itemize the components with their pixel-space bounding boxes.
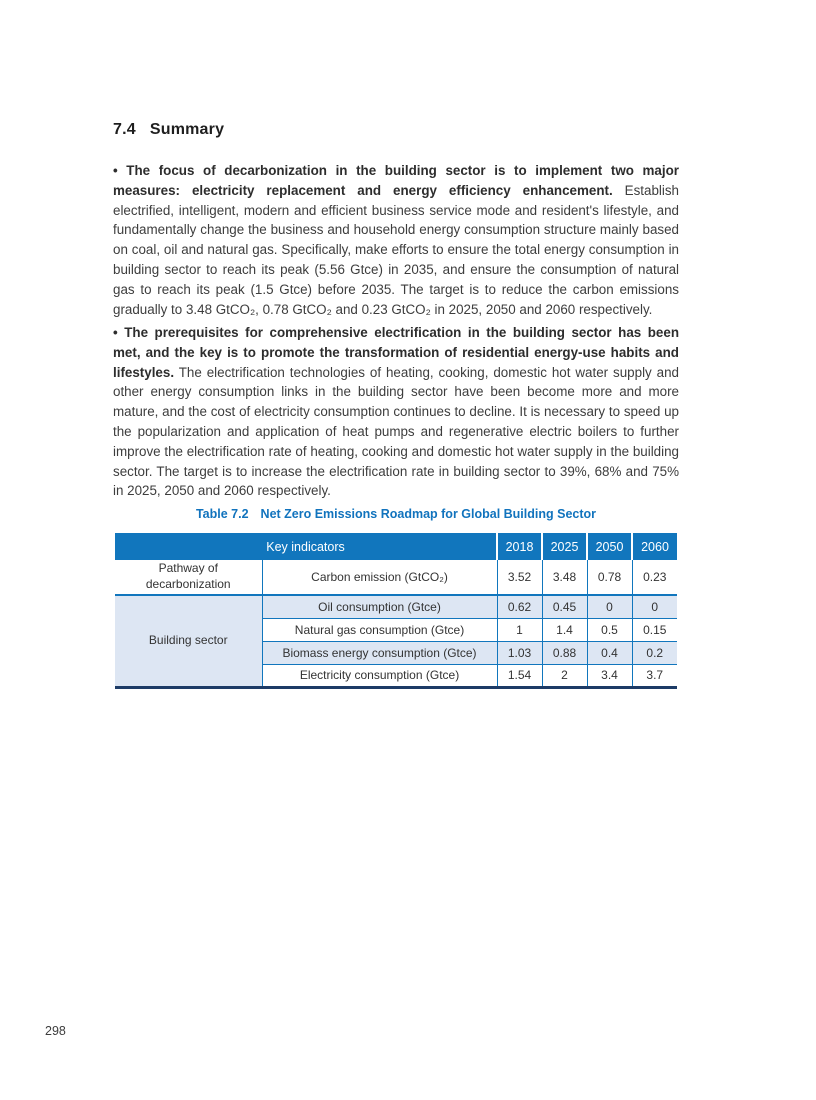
value-cell: 3.7 bbox=[632, 664, 677, 687]
paragraph-body-text: Establish electrified, intelligent, modern and efficient business service mode and resident's lifestyle, and fundamentally change the business and household energy consumption structure mainly based on coal, oil and natural gas. Specifically, make efforts to ensure the total energy consumption in building sector to reach its peak (5.56 Gtce) in 2035, and ensure the consumption of natural gas to reach its peak (1.5 Gtce) before 2035. The target is to reduce the carbon emissions gradually to 3.48 GtCO₂, 0.78 GtCO₂ and 0.23 GtCO₂ in 2025, 2050 and 2060 respectively. bbox=[113, 182, 679, 317]
value-cell: 2 bbox=[542, 664, 587, 687]
table-caption bbox=[113, 507, 679, 521]
table-caption-label: Table 7.2 bbox=[195, 507, 249, 521]
value-cell: 1.4 bbox=[542, 618, 587, 641]
value-cell: 3.52 bbox=[497, 560, 542, 595]
value-cell: 0.88 bbox=[542, 641, 587, 664]
table-row bbox=[115, 560, 677, 595]
indicator-cell: Oil consumption (Gtce) bbox=[262, 595, 497, 618]
value-cell: 1 bbox=[497, 618, 542, 641]
header-cell-2050: 2050 bbox=[587, 533, 632, 560]
header-cell-2018: 2018 bbox=[497, 533, 542, 560]
value-cell: 1.54 bbox=[497, 664, 542, 687]
paragraph-lead-sentence: • The prerequisites for comprehensive electrification in the building sector has been met, and the key is to promote the transformation of residential energy-use habits and lifestyles. bbox=[113, 325, 679, 380]
value-cell: 0.62 bbox=[497, 595, 542, 618]
table-row bbox=[115, 595, 677, 618]
indicator-cell: Biomass energy consumption (Gtce) bbox=[262, 641, 497, 664]
table-caption-title: Net Zero Emissions Roadmap for Global Building Sector bbox=[260, 507, 597, 521]
paragraph-decarbonization-focus bbox=[113, 161, 679, 319]
value-cell: 0.78 bbox=[587, 560, 632, 595]
section-title: Summary bbox=[149, 121, 225, 138]
indicator-cell: Natural gas consumption (Gtce) bbox=[262, 618, 497, 641]
value-cell: 0.5 bbox=[587, 618, 632, 641]
header-cell-key-indicators: Key indicators bbox=[115, 533, 497, 560]
table-header-row bbox=[115, 533, 677, 560]
value-cell: 0.23 bbox=[632, 560, 677, 595]
value-cell: 0.2 bbox=[632, 641, 677, 664]
indicator-cell: Carbon emission (GtCO₂) bbox=[262, 560, 497, 595]
net-zero-roadmap-table bbox=[115, 533, 677, 689]
value-cell: 0.45 bbox=[542, 595, 587, 618]
value-cell: 0.4 bbox=[587, 641, 632, 664]
paragraph-electrification-prerequisites bbox=[113, 323, 679, 501]
header-cell-2025: 2025 bbox=[542, 533, 587, 560]
value-cell: 0.15 bbox=[632, 618, 677, 641]
value-cell: 1.03 bbox=[497, 641, 542, 664]
section-heading bbox=[113, 121, 224, 139]
group-cell-building-sector: Building sector bbox=[115, 595, 262, 687]
value-cell: 0 bbox=[587, 595, 632, 618]
paragraph-lead-sentence: • The focus of decarbonization in the building sector is to implement two major measures: electricity replacement and energy efficiency enhancement. bbox=[113, 163, 679, 198]
section-number: 7.4 bbox=[113, 121, 136, 138]
indicator-cell: Electricity consumption (Gtce) bbox=[262, 664, 497, 687]
value-cell: 3.4 bbox=[587, 664, 632, 687]
value-cell: 3.48 bbox=[542, 560, 587, 595]
paragraph-body-text: The electrification technologies of heating, cooking, domestic hot water supply and other energy consumption links in the building sector have been become more and more mature, and the cost of electricity consumption continues to decline. It is necessary to speed up the popularization and application of heat pumps and regenerative electric boilers to further improve the electrification rate of heating, cooking and domestic hot water supply in the building sector. The target is to increase the electrification rate in building sector to 39%, 68% and 75% in 2025, 2050 and 2060 respectively. bbox=[113, 364, 679, 499]
group-cell-pathway: Pathway of decarbonization bbox=[115, 560, 262, 595]
page-number: 298 bbox=[45, 1024, 66, 1038]
header-cell-2060: 2060 bbox=[632, 533, 677, 560]
value-cell: 0 bbox=[632, 595, 677, 618]
